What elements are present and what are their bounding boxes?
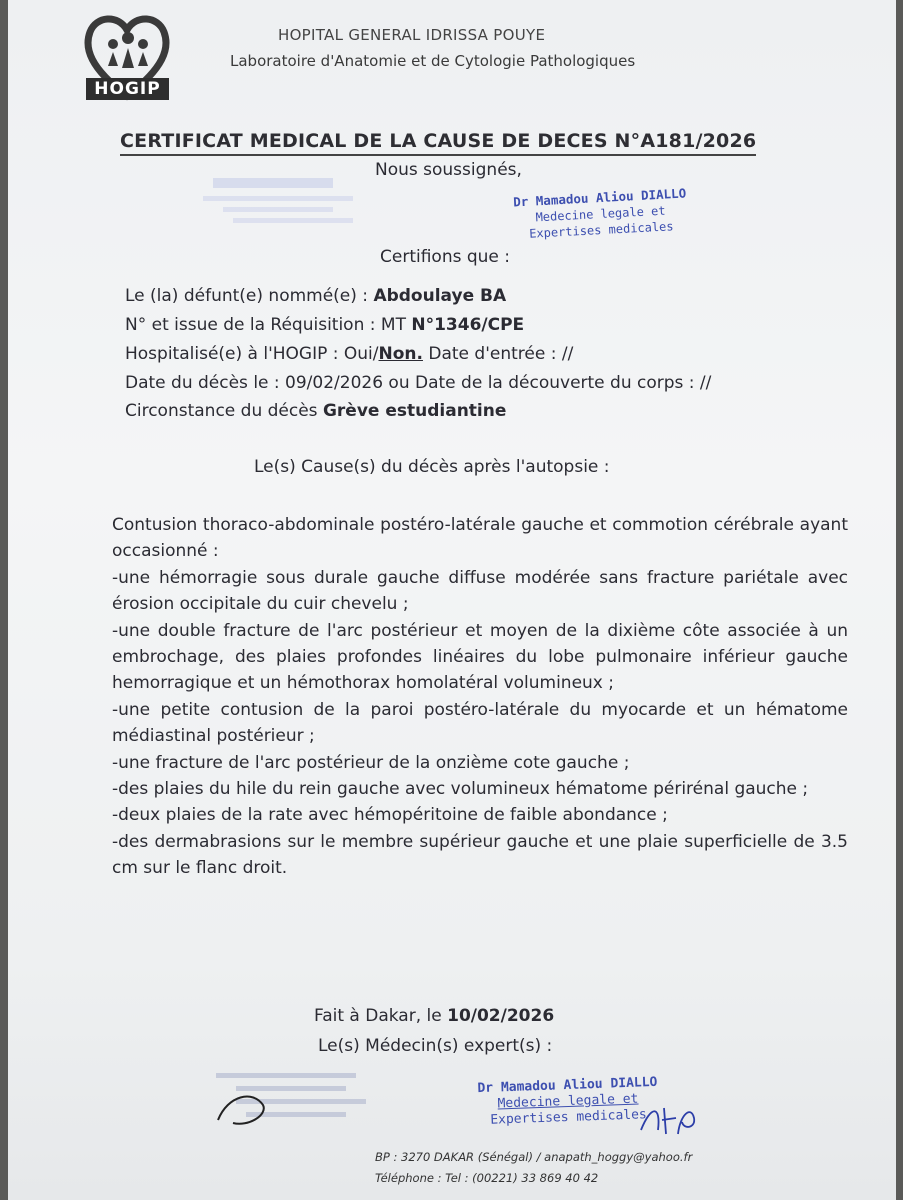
- hosp-non: Non.: [378, 344, 423, 364]
- nous-soussignes: Nous soussignés,: [375, 160, 522, 180]
- hosp-date: Date d'entrée : //: [422, 344, 574, 364]
- field-defunt: [125, 286, 506, 306]
- doctor-stamp-top: [513, 186, 688, 243]
- causes-heading: Le(s) Cause(s) du décès après l'autopsie :: [254, 457, 610, 477]
- faded-stamp: [203, 170, 373, 240]
- medecins-experts: Le(s) Médecin(s) expert(s) :: [318, 1036, 553, 1056]
- deces-line: Date du décès le : 09/02/2026 ou Date de la découverte du corps : //: [125, 373, 712, 393]
- requisition-value: N°1346/CPE: [411, 315, 525, 335]
- handwritten-mark-icon: [208, 1085, 278, 1135]
- defunt-value: Abdoulaye BA: [373, 286, 507, 306]
- cause-item: -une petite contusion de la paroi postéro-latérale du myocarde et un hématome médiastinal postérieur ;: [112, 699, 848, 747]
- cause-item: -des dermabrasions sur le membre supérieur gauche et une plaie superficielle de 3.5 cm sur le flanc droit.: [112, 831, 848, 879]
- footer-phone: Téléphone : Tel : (00221) 33 869 40 42: [375, 1171, 599, 1185]
- logo-text: HOGIP: [94, 79, 161, 99]
- fait-date: 10/02/2026: [447, 1006, 555, 1026]
- field-hospitalise: [125, 344, 573, 364]
- circonstance-value: Grève estudiantine: [322, 401, 507, 421]
- fait-a-dakar: [314, 1006, 554, 1026]
- field-requisition: [125, 315, 524, 335]
- fait-label: Fait à Dakar, le: [314, 1006, 448, 1026]
- field-date-deces: [125, 373, 711, 393]
- cause-item: -une double fracture de l'arc postérieur et moyen de la dixième côte associée à un embrochage, des plaies profondes linéaires du lobe pulmonaire inférieur gauche hemorragique et un hémothorax homolatéral volumineux ;: [112, 620, 848, 694]
- document-title: CERTIFICAT MEDICAL DE LA CAUSE DE DECES N°A181/2026: [120, 130, 756, 156]
- cause-item: -deux plaies de la rate avec hémopéritoine de faible abondance ;: [112, 805, 668, 826]
- stamp-line-2: Expertises medicales: [490, 1107, 648, 1128]
- doctor-stamp-bottom: [477, 1075, 659, 1129]
- footer-address: BP : 3270 DAKAR (Sénégal) / anapath_hoggy@yahoo.fr: [375, 1150, 693, 1164]
- stamp-line-1: Medecine legale et: [535, 203, 666, 225]
- defunt-label: Le (la) défunt(e) nommé(e) :: [125, 286, 374, 306]
- cause-item: -une hémorragie sous durale gauche diffuse modérée sans fracture pariétale avec érosion occipitale du cuir chevelu ;: [112, 567, 848, 615]
- cause-item: -une fracture de l'arc postérieur de la onzième cote gauche ;: [112, 752, 630, 773]
- causes-list: [112, 512, 848, 882]
- cause-item: Contusion thoraco-abdominale postéro-latérale gauche et commotion cérébrale ayant occasionné :: [112, 515, 848, 562]
- laboratory-name: Laboratoire d'Anatomie et de Cytologie Pathologiques: [230, 52, 636, 70]
- certificate-page: [8, 0, 896, 1200]
- signature-icon: [636, 1100, 706, 1140]
- stamp-doctor-name: Dr Mamadou Aliou DIALLO: [512, 185, 687, 210]
- certifions-que: Certifions que :: [380, 247, 511, 267]
- circonstance-label: Circonstance du décès: [125, 401, 323, 421]
- hosp-label: Hospitalisé(e) à l'HOGIP : Oui/: [125, 344, 379, 364]
- hospital-name: HOPITAL GENERAL IDRISSA POUYE: [278, 26, 546, 44]
- stamp-line-2: Expertises medicales: [528, 219, 674, 241]
- requisition-label: N° et issue de la Réquisition : MT: [125, 315, 412, 335]
- stamp-doctor-name: Dr Mamadou Aliou DIALLO: [477, 1074, 658, 1097]
- cause-item: -des plaies du hile du rein gauche avec volumineux hématome périrénal gauche ;: [112, 779, 809, 800]
- stamp-line-1: Medecine legale et: [497, 1091, 639, 1112]
- field-circonstance: [125, 401, 506, 421]
